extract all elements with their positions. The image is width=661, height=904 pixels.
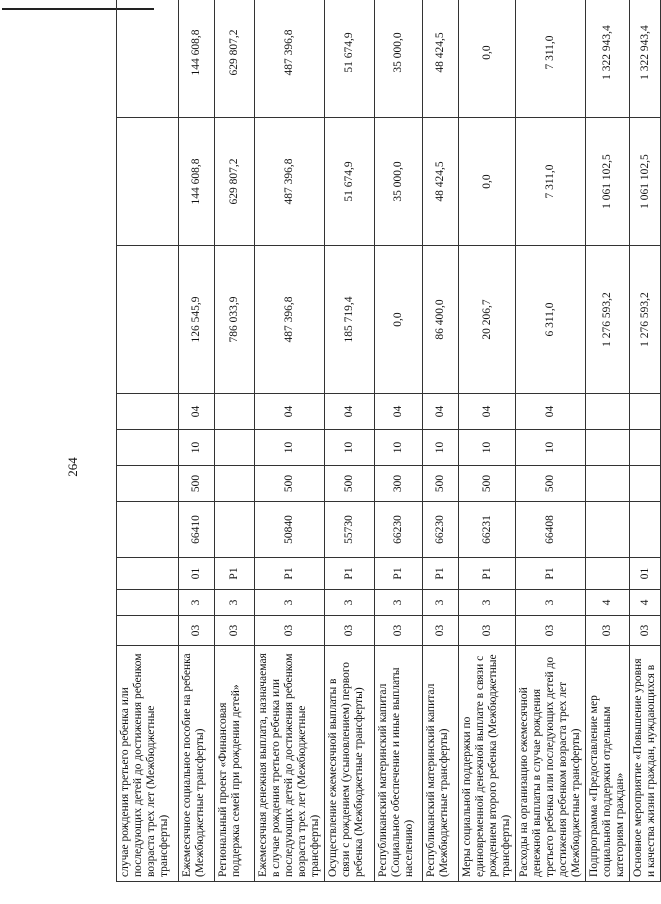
row-value-cell-c3: P1 [459,558,516,590]
row-value-cell-v3: 35 000,0 [375,0,423,118]
row-value-cell-c7: 04 [179,394,215,430]
row-value-cell-c2: 4 [586,590,630,616]
row-value-cell-c6: 10 [325,430,375,466]
row-value-cell-c6: 10 [255,430,325,466]
row-value-cell-c3: 01 [630,558,661,590]
row-label-cell: Подпрограмма «Предоставление мер социальной поддержки отдельным категориям граждан» [586,646,630,882]
row-value-cell-v1: 20 206,7 [459,246,516,394]
row-label-cell: Основное мероприятие «Повышение уровня и качества жизни граждан, нуждающихся в [630,646,661,882]
table-row [459,0,516,882]
page-number-text: 264 [65,457,80,477]
row-value-cell-c4: 50840 [255,502,325,558]
row-value-cell-c6: 10 [375,430,423,466]
row-value-cell-v1: 1 276 593,2 [586,246,630,394]
row-value-cell-c1: 03 [179,616,215,646]
table-row [179,0,215,882]
row-value-cell-c3: 01 [179,558,215,590]
row-value-cell-c3: P1 [423,558,459,590]
row-label-cell: Республиканский материнский капитал (Социальное обеспечение и иные выплаты населению) [375,646,423,882]
row-value-cell-v2: 51 674,9 [325,118,375,246]
row-value-cell-c5: 500 [516,466,586,502]
row-value-cell-v3: 7 311,0 [516,0,586,118]
row-value-cell-v2: 1 061 102,5 [630,118,661,246]
row-value-cell-c2: 3 [375,590,423,616]
row-label-cell: Меры социальной поддержки по единовременной денежной выплате в связи с рождением второго ребенка (Межбюджетные трансферты) [459,646,516,882]
row-value-cell-c5: 500 [459,466,516,502]
row-value-cell-v2: 0,0 [459,118,516,246]
row-value-cell-v3: 48 424,5 [423,0,459,118]
row-value-cell-c4 [215,502,255,558]
row-value-cell-c3 [117,558,179,590]
row-value-cell-c5: 300 [375,466,423,502]
row-value-cell-v2: 629 807,2 [215,118,255,246]
row-value-cell-c7 [117,394,179,430]
row-value-cell-c4: 66410 [179,502,215,558]
row-value-cell-c5: 500 [325,466,375,502]
row-value-cell-c3: P1 [215,558,255,590]
row-value-cell-v2: 35 000,0 [375,118,423,246]
row-value-cell-v1: 786 033,9 [215,246,255,394]
row-value-cell-v1: 487 396,8 [255,246,325,394]
row-value-cell-v2 [117,118,179,246]
row-value-cell-c1: 03 [586,616,630,646]
row-value-cell-c1: 03 [375,616,423,646]
row-value-cell-c2: 3 [215,590,255,616]
row-value-cell-c7: 04 [459,394,516,430]
row-label-cell: Расходы на организацию ежемесячной денежной выплаты в случае рождения третьего ребенка или последующих детей до достижения ребенком возраста трех лет (Межбюджетные трансферты) [516,646,586,882]
row-value-cell-v2: 48 424,5 [423,118,459,246]
row-value-cell-c4 [586,502,630,558]
table-row [375,0,423,882]
row-value-cell-c4: 66408 [516,502,586,558]
row-value-cell-c3: P1 [375,558,423,590]
row-value-cell-c3: P1 [325,558,375,590]
row-value-cell-c5 [630,466,661,502]
table-row [630,0,661,882]
row-value-cell-c5: 500 [423,466,459,502]
row-value-cell-c3: P1 [516,558,586,590]
row-value-cell-v1: 0,0 [375,246,423,394]
row-value-cell-c2: 3 [516,590,586,616]
table-row [255,0,325,882]
row-value-cell-c6: 10 [423,430,459,466]
row-value-cell-v1: 1 276 593,2 [630,246,661,394]
row-value-cell-v2: 1 061 102,5 [586,118,630,246]
row-value-cell-c6 [117,430,179,466]
table-row [516,0,586,882]
budget-table [116,0,661,882]
row-value-cell-v3: 1 322 943,4 [630,0,661,118]
row-value-cell-v1 [117,246,179,394]
table-body [117,0,661,882]
row-value-cell-c4: 66230 [375,502,423,558]
row-value-cell-c1: 03 [516,616,586,646]
row-value-cell-c4 [630,502,661,558]
row-value-cell-c7: 04 [375,394,423,430]
row-value-cell-v1: 126 545,9 [179,246,215,394]
table-row [423,0,459,882]
row-label-cell: Ежемесячная денежная выплата, назначаемая в случае рождения третьего ребенка или последующих детей до достижения ребенком возраста трех лет (Межбюджетные трансферты) [255,646,325,882]
row-value-cell-c6 [586,430,630,466]
row-value-cell-c7 [215,394,255,430]
table-row [215,0,255,882]
row-label-cell: Республиканский материнский капитал (Межбюджетные трансферты) [423,646,459,882]
row-value-cell-v3: 144 608,8 [179,0,215,118]
row-value-cell-c2: 3 [179,590,215,616]
table-row [117,0,179,882]
row-value-cell-c2: 3 [255,590,325,616]
row-value-cell-v2: 7 311,0 [516,118,586,246]
row-value-cell-c4: 55730 [325,502,375,558]
row-value-cell-c3 [586,558,630,590]
row-value-cell-v3: 1 322 943,4 [586,0,630,118]
row-value-cell-v3: 487 396,8 [255,0,325,118]
row-value-cell-c2: 3 [325,590,375,616]
row-value-cell-c4: 66230 [423,502,459,558]
row-value-cell-c5 [586,466,630,502]
row-value-cell-v3: 629 807,2 [215,0,255,118]
row-value-cell-c7: 04 [325,394,375,430]
row-value-cell-v3 [117,0,179,118]
row-value-cell-c5: 500 [255,466,325,502]
row-value-cell-v2: 487 396,8 [255,118,325,246]
row-value-cell-c1: 03 [423,616,459,646]
row-value-cell-v1: 6 311,0 [516,246,586,394]
row-value-cell-c6: 10 [179,430,215,466]
row-value-cell-c3: P1 [255,558,325,590]
row-value-cell-c6 [630,430,661,466]
row-value-cell-c2: 4 [630,590,661,616]
row-value-cell-c5 [215,466,255,502]
row-value-cell-c2: 3 [423,590,459,616]
row-label-cell: случае рождения третьего ребенка или последующих детей до достижения ребенком возраста трех лет (Межбюджетные трансферты) [117,646,179,882]
table-wrapper [116,25,657,882]
row-value-cell-c5: 500 [179,466,215,502]
row-value-cell-c4 [117,502,179,558]
row-value-cell-c7 [586,394,630,430]
row-value-cell-c1: 03 [325,616,375,646]
row-value-cell-c7: 04 [255,394,325,430]
row-value-cell-c1: 03 [255,616,325,646]
table-row [586,0,630,882]
row-value-cell-c2: 3 [459,590,516,616]
table-row [325,0,375,882]
row-value-cell-v1: 86 400,0 [423,246,459,394]
row-value-cell-v1: 185 719,4 [325,246,375,394]
row-label-cell: Осуществление ежемесячной выплаты в связи с рождением (усыновлением) первого ребенка (Межбюджетные трансферты) [325,646,375,882]
row-value-cell-v3: 0,0 [459,0,516,118]
row-value-cell-c7: 04 [423,394,459,430]
row-value-cell-c7 [630,394,661,430]
row-label-cell: Ежемесячное социальное пособие на ребенка (Межбюджетные трансферты) [179,646,215,882]
row-value-cell-c6: 10 [516,430,586,466]
row-label-cell: Региональный проект «Финансовая поддержка семей при рождении детей» [215,646,255,882]
row-value-cell-c6: 10 [459,430,516,466]
row-value-cell-c1: 03 [215,616,255,646]
row-value-cell-c6 [215,430,255,466]
row-value-cell-v2: 144 608,8 [179,118,215,246]
row-value-cell-v3: 51 674,9 [325,0,375,118]
row-value-cell-c1: 03 [630,616,661,646]
rotated-table-container [116,25,657,882]
row-value-cell-c1 [117,616,179,646]
row-value-cell-c1: 03 [459,616,516,646]
row-value-cell-c4: 66231 [459,502,516,558]
row-value-cell-c2 [117,590,179,616]
row-value-cell-c7: 04 [516,394,586,430]
row-value-cell-c5 [117,466,179,502]
